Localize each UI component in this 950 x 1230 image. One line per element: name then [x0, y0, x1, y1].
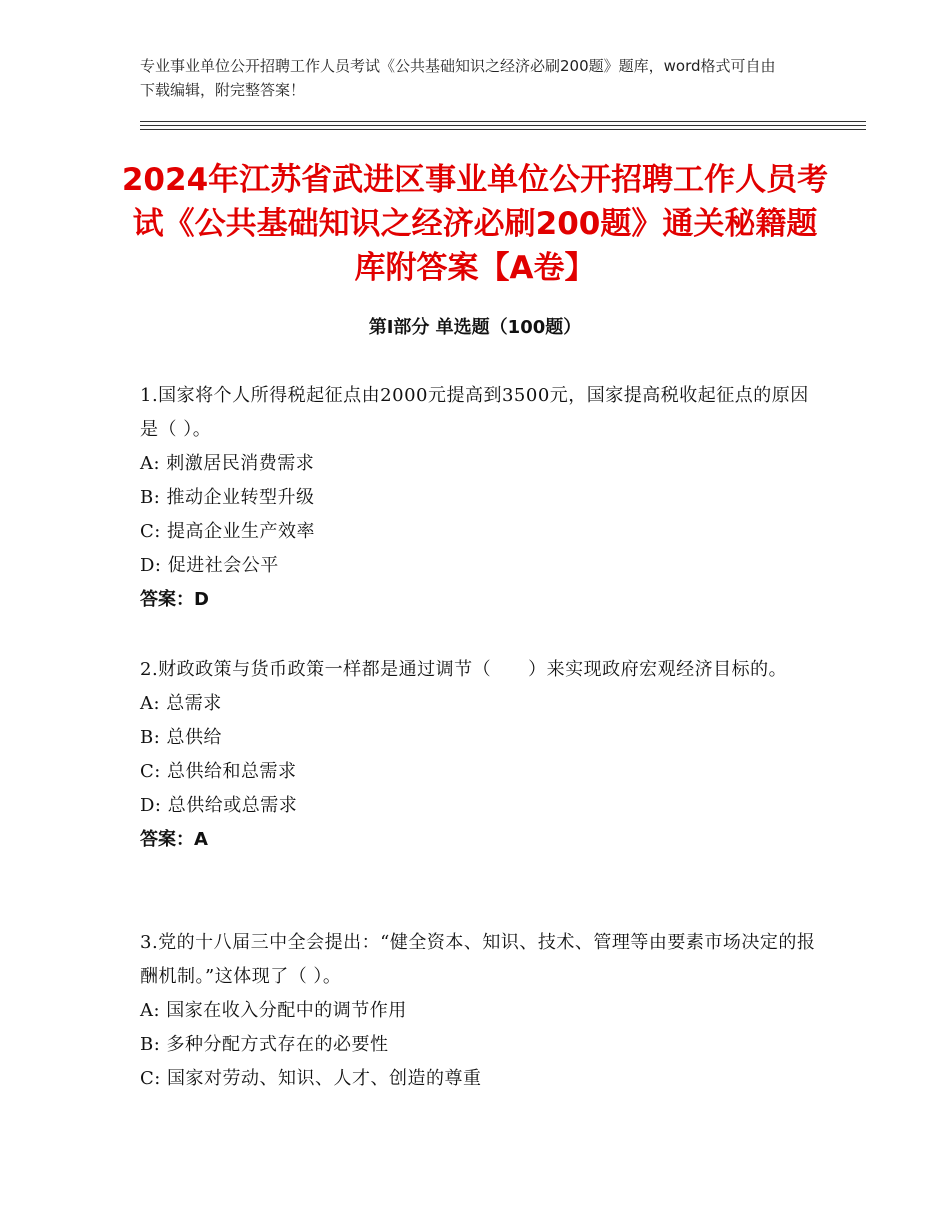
header-note: 专业事业单位公开招聘工作人员考试《公共基础知识之经济必刷200题》题库，word格式可自由下载编辑，附完整答案！	[140, 57, 776, 99]
option-b: B: 推动企业转型升级	[140, 487, 315, 508]
option-c: C: 总供给和总需求	[140, 761, 297, 782]
document-title: 2024年江苏省武进区事业单位公开招聘工作人员考试《公共基础知识之经济必刷200题》通关秘籍题库附答案【A卷】	[121, 162, 829, 286]
option-a: A: 刺激居民消费需求	[140, 453, 315, 474]
option-c: C: 提高企业生产效率	[140, 521, 316, 542]
question-stem: 2.财政政策与货币政策一样都是通过调节（ ）来实现政府宏观经济目标的。	[140, 659, 788, 680]
option-d: D: 促进社会公平	[140, 555, 279, 576]
question-2	[140, 653, 820, 857]
header-divider	[140, 121, 866, 122]
option-d: D: 总供给或总需求	[140, 795, 298, 816]
question-3	[140, 926, 820, 1096]
option-b: B: 总供给	[140, 727, 223, 748]
option-c: C: 国家对劳动、知识、人才、创造的尊重	[140, 1068, 482, 1089]
answer: 答案：D	[140, 589, 209, 610]
option-b: B: 多种分配方式存在的必要性	[140, 1034, 389, 1055]
answer: 答案：A	[140, 829, 208, 850]
question-stem: 3.党的十八届三中全会提出：“健全资本、知识、技术、管理等由要素市场决定的报酬机制。”这体现了（ ）。	[140, 932, 816, 987]
header-divider	[140, 129, 866, 130]
option-a: A: 国家在收入分配中的调节作用	[140, 1000, 407, 1021]
question-1	[140, 379, 820, 617]
question-stem: 1.国家将个人所得税起征点由2000元提高到3500元，国家提高税收起征点的原因是（ ）。	[140, 385, 809, 440]
section-title: 第Ⅰ部分 单选题（100题）	[368, 317, 582, 338]
option-a: A: 总需求	[140, 693, 222, 714]
header-divider	[140, 125, 866, 126]
